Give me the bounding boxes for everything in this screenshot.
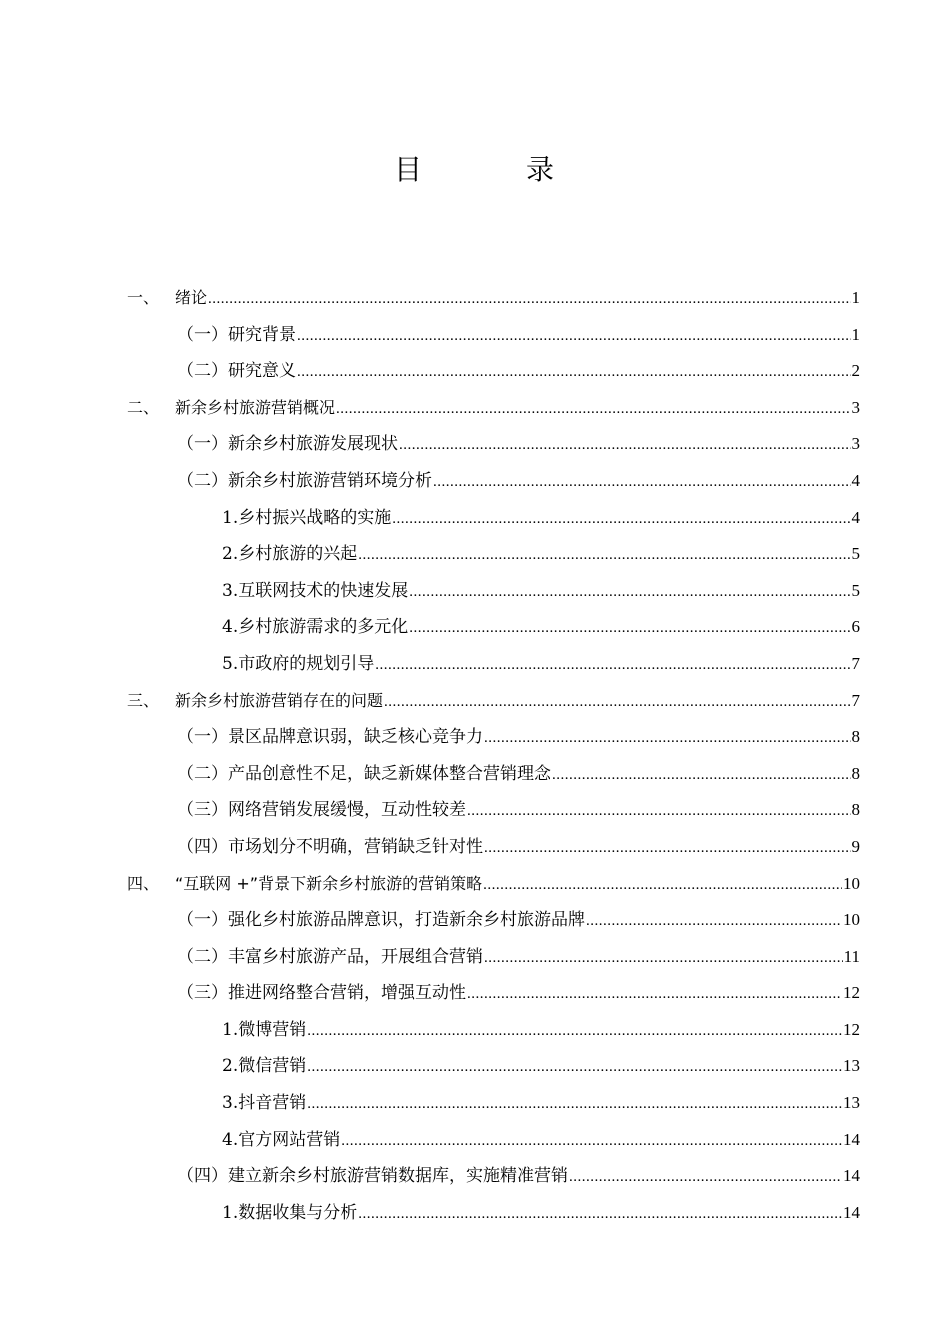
toc-dot-leader (358, 537, 850, 574)
toc-entry[interactable] (127, 1195, 860, 1232)
toc-page-number: 4 (851, 507, 860, 527)
toc-page-number: 12 (843, 983, 860, 1003)
toc-entry[interactable] (127, 829, 860, 866)
toc-page-number: 3 (851, 434, 860, 454)
toc-entry-text: （二）研究意义 (177, 361, 296, 382)
toc-entry[interactable] (127, 317, 860, 354)
toc-entry-text: 3.抖音营销 (222, 1093, 307, 1114)
toc-page-number: 14 (843, 1129, 860, 1149)
toc-dot-leader (307, 1013, 842, 1050)
toc-entry-text: 4.乡村旅游需求的多元化 (222, 617, 409, 638)
toc-dot-leader (341, 1123, 842, 1160)
toc-dot-leader (433, 464, 851, 501)
toc-dot-leader (409, 574, 850, 611)
toc-page-number: 1 (851, 288, 860, 307)
toc-entry[interactable] (127, 1012, 860, 1049)
toc-entry[interactable] (127, 463, 860, 500)
toc-entry-text: 2.微信营销 (222, 1056, 307, 1077)
toc-entry-text: “互联网 +”背景下新余乡村旅游的营销策略 (175, 873, 483, 893)
toc-page-number: 4 (851, 470, 860, 490)
toc-page-number: 7 (851, 653, 860, 673)
toc-entry-text: 5.市政府的规划引导 (222, 653, 375, 674)
toc-entry-number: 三、 (127, 690, 160, 710)
toc-entry-text: （二）新余乡村旅游营销环境分析 (177, 470, 432, 491)
toc-page-number: 8 (851, 727, 860, 747)
toc-dot-leader (307, 1049, 842, 1086)
toc-dot-leader (586, 903, 842, 940)
toc-entry-text: （一）景区品牌意识弱，缺乏核心竞争力 (177, 727, 483, 748)
toc-dot-leader (409, 610, 850, 647)
toc-entry-text: （三）推进网络整合营销，增强互动性 (177, 983, 466, 1004)
toc-dot-leader (483, 867, 842, 904)
toc-page-number: 14 (843, 1202, 860, 1222)
toc-dot-leader (484, 830, 851, 867)
toc-entry[interactable] (127, 1122, 860, 1159)
toc-page-number: 1 (851, 324, 860, 344)
toc-page-number: 7 (851, 690, 860, 710)
toc-page-number: 8 (851, 763, 860, 783)
toc-entry[interactable] (127, 1085, 860, 1122)
toc-entry[interactable] (127, 939, 860, 976)
toc-entry[interactable] (127, 1158, 860, 1195)
toc-entry[interactable] (127, 902, 860, 939)
toc-entry[interactable] (127, 683, 860, 720)
toc-page-number: 10 (843, 910, 860, 930)
toc-dot-leader (484, 940, 843, 977)
toc-dot-leader (384, 684, 850, 721)
toc-entry-text: （三）网络营销发展缓慢，互动性较差 (177, 800, 466, 821)
toc-entry[interactable] (127, 975, 860, 1012)
toc-entry[interactable] (127, 280, 860, 317)
toc-list (127, 280, 860, 1231)
toc-entry-text: 1.微博营销 (222, 1019, 307, 1040)
toc-entry-text: 1.数据收集与分析 (222, 1202, 358, 1223)
toc-page-number: 5 (851, 544, 860, 564)
toc-entry-text: 4.官方网站营销 (222, 1129, 341, 1150)
toc-dot-leader (467, 976, 842, 1013)
toc-page-number: 13 (843, 1093, 860, 1113)
toc-entry[interactable] (127, 1048, 860, 1085)
toc-entry-text: 新余乡村旅游营销存在的问题 (175, 690, 384, 710)
toc-page-number: 3 (851, 397, 860, 417)
toc-dot-leader (358, 1196, 842, 1233)
toc-entry[interactable] (127, 353, 860, 390)
toc-dot-leader (375, 647, 850, 684)
toc-page-number: 10 (843, 873, 860, 893)
toc-dot-leader (484, 720, 851, 757)
toc-entry[interactable] (127, 536, 860, 573)
toc-entry[interactable] (127, 390, 860, 427)
toc-dot-leader (297, 354, 851, 391)
toc-title: 目 录 (393, 153, 592, 186)
toc-dot-leader (569, 1159, 842, 1196)
toc-entry[interactable] (127, 866, 860, 903)
toc-entry-text: （四）市场划分不明确，营销缺乏针对性 (177, 836, 483, 857)
toc-entry-text: 1.乡村振兴战略的实施 (222, 507, 392, 528)
toc-page-number: 9 (851, 836, 860, 856)
toc-dot-leader (336, 391, 850, 428)
toc-page-number: 6 (851, 617, 860, 637)
toc-page-number: 13 (843, 1056, 860, 1076)
toc-dot-leader (297, 318, 851, 355)
toc-dot-leader (552, 757, 851, 794)
toc-entry[interactable] (127, 609, 860, 646)
toc-page-number: 2 (851, 361, 860, 381)
toc-entry-text: （二）丰富乡村旅游产品，开展组合营销 (177, 946, 483, 967)
toc-entry-number: 二、 (127, 397, 160, 417)
toc-entry[interactable] (127, 792, 860, 829)
toc-dot-leader (467, 793, 851, 830)
toc-dot-leader (208, 281, 850, 318)
toc-page-number: 5 (851, 580, 860, 600)
toc-entry-number: 四、 (127, 873, 160, 893)
toc-entry[interactable] (127, 573, 860, 610)
toc-entry[interactable] (127, 500, 860, 537)
toc-page-number: 11 (843, 946, 860, 966)
toc-page-number: 14 (843, 1166, 860, 1186)
toc-page-number: 12 (843, 1019, 860, 1039)
toc-entry-text: （二）产品创意性不足，缺乏新媒体整合营销理念 (177, 763, 551, 784)
toc-entry[interactable] (127, 719, 860, 756)
toc-dot-leader (392, 501, 850, 538)
toc-entry-text: （一）新余乡村旅游发展现状 (177, 434, 398, 455)
toc-entry-text: （四）建立新余乡村旅游营销数据库，实施精准营销 (177, 1166, 568, 1187)
toc-dot-leader (399, 427, 851, 464)
toc-entry-text: 新余乡村旅游营销概况 (175, 397, 336, 417)
toc-entry-text: （一）研究背景 (177, 324, 296, 345)
toc-entry[interactable] (127, 756, 860, 793)
toc-entry-text: （一）强化乡村旅游品牌意识，打造新余乡村旅游品牌 (177, 910, 585, 931)
toc-entry-text: 绪论 (175, 288, 208, 307)
toc-page-number: 8 (851, 800, 860, 820)
toc-entry-text: 3.互联网技术的快速发展 (222, 580, 409, 601)
toc-entry[interactable] (127, 426, 860, 463)
toc-entry-text: 2.乡村旅游的兴起 (222, 544, 358, 565)
toc-entry[interactable] (127, 646, 860, 683)
toc-dot-leader (307, 1086, 842, 1123)
toc-entry-number: 一、 (127, 288, 160, 307)
